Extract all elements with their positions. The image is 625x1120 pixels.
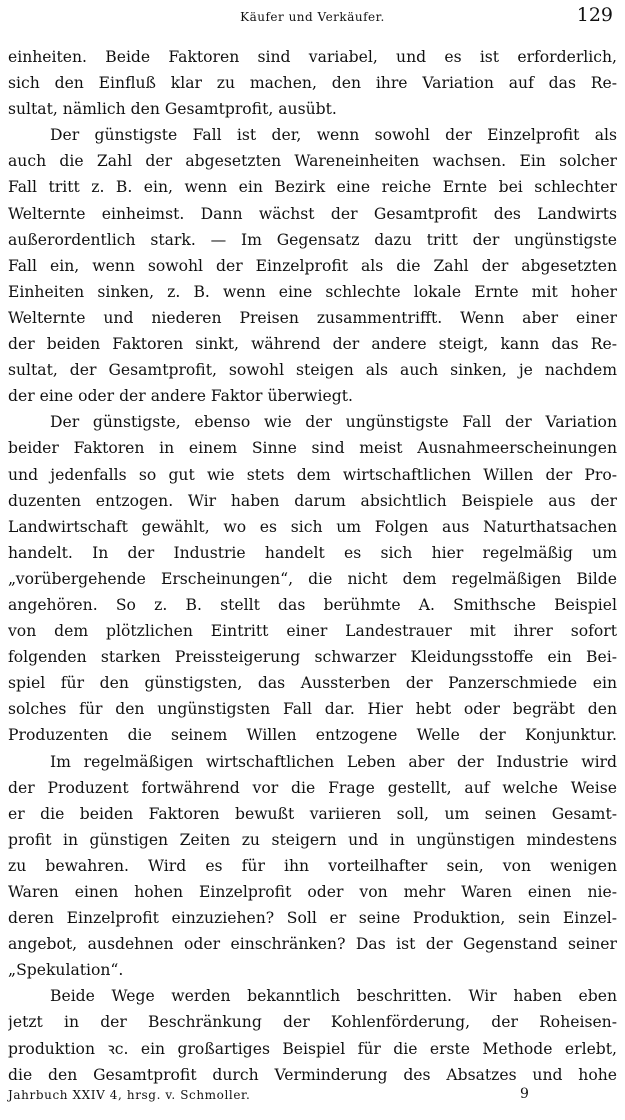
page-footer bbox=[0, 1086, 625, 1112]
text-line: Waren einen hohen Einzelprofit oder von mehr Waren einen nie- bbox=[8, 883, 617, 901]
text-line: solches für den ungünstigsten Fall dar. Hier hebt oder begräbt den bbox=[8, 700, 617, 719]
text-line: Produzenten die seinem Willen entzogene Welle der Konjunktur. bbox=[8, 726, 617, 745]
text-line: folgenden starken Preissteigerung schwarzer Kleidungsstoffe ein Bei- bbox=[8, 648, 617, 667]
text-line: spiel für den günstigsten, das Aussterben der Panzerschmiede ein bbox=[8, 674, 617, 693]
text-line: Fall ein, wenn sowohl der Einzelprofit als die Zahl der abgesetzten bbox=[8, 256, 617, 275]
text-line: einheiten. Beide Faktoren sind variabel, und es ist erforderlich, bbox=[8, 48, 617, 66]
text-line: Welternte einheimst. Dann wächst der Gesamtprofit des Landwirts bbox=[8, 204, 617, 223]
text-line: von dem plötzlichen Eintritt einer Landestrauer mit ihrer sofort bbox=[8, 622, 617, 641]
text-line: zu bewahren. Wird es für ihn vorteilhafter sein, von wenigen bbox=[8, 856, 617, 875]
text-line: Im regelmäßigen wirtschaftlichen Leben aber der Industrie wird bbox=[50, 752, 617, 771]
text-line: Landwirtschaft gewählt, wo es sich um Folgen aus Naturthatsachen bbox=[8, 517, 617, 536]
body-text bbox=[8, 44, 617, 1088]
text-line: handelt. In der Industrie handelt es sich hier regelmäßig um bbox=[8, 543, 617, 562]
page-number: 129 bbox=[576, 4, 613, 26]
text-line: die den Gesamtprofit durch Verminderung des Absatzes und hohe bbox=[8, 1065, 617, 1084]
text-line: auch die Zahl der abgesetzten Wareneinheiten wachsen. Ein solcher bbox=[8, 152, 617, 171]
running-head: Käufer und Verkäufer. bbox=[240, 10, 385, 24]
text-line: angehören. So z. B. stellt das berühmte A. Smithsche Beispiel bbox=[8, 595, 617, 614]
text-line: angebot, ausdehnen oder einschränken? Das ist der Gegenstand seiner bbox=[8, 935, 617, 954]
text-line: jetzt in der Beschränkung der Kohlenförderung, der Roheisen- bbox=[8, 1013, 617, 1032]
page-header bbox=[0, 2, 625, 32]
text-line: Einheiten sinken, z. B. wenn eine schlechte lokale Ernte mit hoher bbox=[8, 282, 617, 301]
text-line: „Spekulation“. bbox=[8, 961, 124, 980]
text-line: sich den Einfluß klar zu machen, den ihre Variation auf das Re- bbox=[8, 74, 617, 93]
text-line: außerordentlich stark. — Im Gegensatz dazu tritt der ungünstigste bbox=[8, 230, 617, 249]
text-line: der Produzent fortwährend vor die Frage gestellt, auf welche Weise bbox=[8, 778, 617, 797]
text-line: sultat, der Gesamtprofit, sowohl steigen als auch sinken, je nachdem bbox=[8, 361, 617, 380]
text-line: der eine oder der andere Faktor überwiegt. bbox=[8, 387, 353, 406]
text-line: Der günstigste, ebenso wie der ungünstigste Fall der Variation bbox=[50, 413, 617, 432]
sheet-mark: 9 bbox=[520, 1086, 529, 1102]
printer-signature: Jahrbuch XXIV 4, hrsg. v. Schmoller. bbox=[8, 1088, 251, 1102]
text-line: profit in günstigen Zeiten zu steigern und in ungünstigen mindestens bbox=[8, 830, 617, 849]
text-line: und jedenfalls so gut wie stets dem wirtschaftlichen Willen der Pro- bbox=[8, 465, 617, 484]
text-line: sultat, nämlich den Gesamtprofit, ausübt. bbox=[8, 100, 337, 119]
text-line: duzenten entzogen. Wir haben darum absichtlich Beispiele aus der bbox=[8, 491, 617, 510]
text-line: produktion ꝛc. ein großartiges Beispiel für die erste Methode erlebt, bbox=[8, 1039, 617, 1058]
text-line: der beiden Faktoren sinkt, während der andere steigt, kann das Re- bbox=[8, 335, 617, 354]
text-line: Fall tritt z. B. ein, wenn ein Bezirk eine reiche Ernte bei schlechter bbox=[8, 178, 617, 197]
text-line: Der günstigste Fall ist der, wenn sowohl der Einzelprofit als bbox=[50, 126, 617, 145]
text-line: „vorübergehende Erscheinungen“, die nicht dem regelmäßigen Bilde bbox=[8, 569, 617, 588]
text-line: deren Einzelprofit einzuziehen? Soll er seine Produktion, sein Einzel- bbox=[8, 909, 617, 928]
text-line: Welternte und niederen Preisen zusammentrifft. Wenn aber einer bbox=[8, 308, 617, 327]
text-line: Beide Wege werden bekanntlich beschritten. Wir haben eben bbox=[50, 987, 617, 1006]
text-line: beider Faktoren in einem Sinne sind meist Ausnahmeerscheinungen bbox=[8, 439, 617, 458]
text-line: er die beiden Faktoren bewußt variieren soll, um seinen Gesamt- bbox=[8, 804, 617, 823]
